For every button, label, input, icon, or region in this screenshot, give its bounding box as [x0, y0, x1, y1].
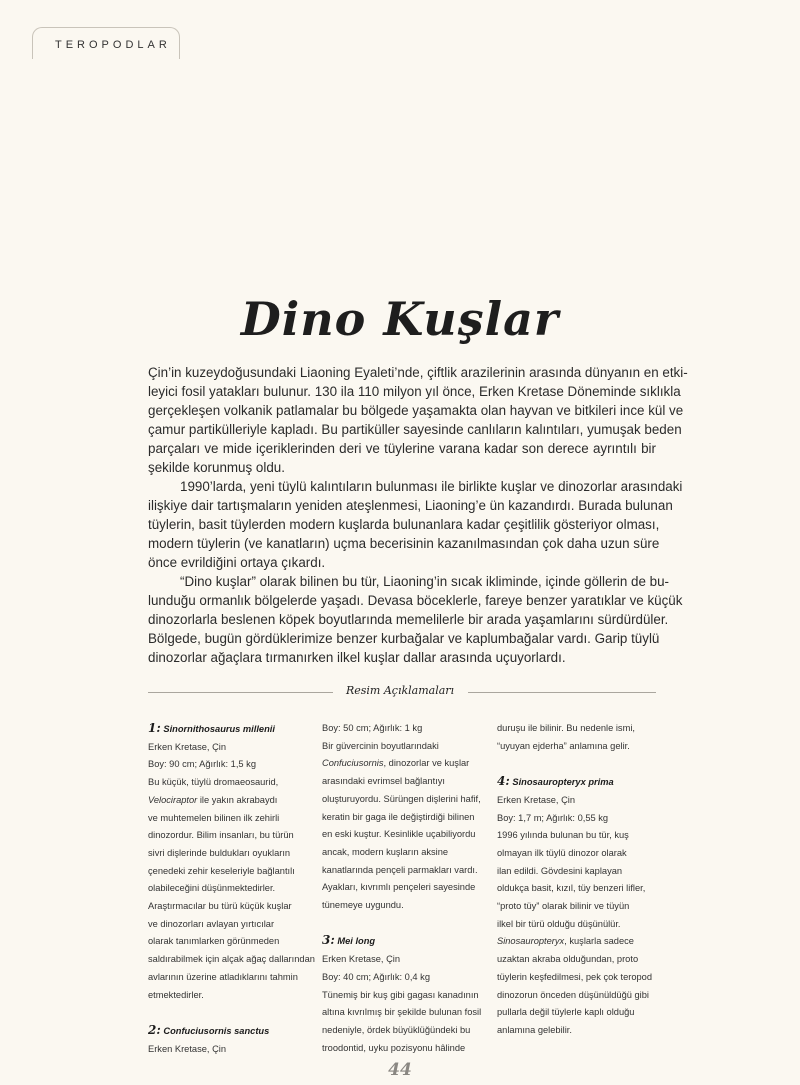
body-line: çamur partikülleriyle kapladı. Bu partiküller sayesinde canlıların kalıntıları, yumuşak beden [148, 422, 682, 437]
caption-line: tünemeye uygundu. [322, 900, 404, 911]
body-line: lunduğu ormanlık bölgelerde yaşadı. Devasa böceklerle, fareye benzer yaratıklar ve küçük [148, 593, 683, 608]
caption-line: Tünemiş bir kuş gibi gagası kanadının [322, 989, 479, 1000]
caption-line: ancak, modern kuşların aksine [322, 846, 449, 857]
caption-line: olabileceğini düşünmektedirler. [148, 883, 276, 894]
caption-line: arasındaki evrimsel bağlantıyı [322, 776, 445, 787]
caption-column-2 [322, 720, 494, 1057]
caption-line: “proto tüy” olarak bilinir ve tüyün [497, 901, 630, 912]
caption-line: 1996 yılında bulunan bu tür, kuş [497, 830, 629, 841]
body-line: şekilde korunmuş oldu. [148, 460, 285, 475]
body-line: önce evrildiğini ortaya çıkardı. [148, 555, 326, 570]
caption-line: ve muhtemelen bilinen ilk zehirli [148, 812, 280, 823]
caption-species-name: Sinosauropteryx prima [512, 777, 614, 788]
body-line: Çin’in kuzeydoğusundaki Liaoning Eyaleti’nde, çiftlik arazilerinin arasında dünyanın en etki- [148, 365, 688, 380]
body-line: dinozorlar ağaçlara tırmanırken ilkel kuşlar dallar arasında uçuyorlardı. [148, 650, 566, 665]
caption-line: altına kıvrılmış bir şekilde bulunan fosil [322, 1007, 482, 1018]
caption-number: 4: [497, 774, 510, 789]
caption-number: 3: [322, 933, 335, 948]
caption-heading [322, 932, 494, 951]
caption-line: pullarla değil tüylerle kaplı olduğu [497, 1007, 635, 1018]
caption-line: uzaktan akraba olduğundan, proto [497, 954, 639, 965]
caption-italic-term: Velociraptor [148, 794, 198, 805]
caption-column-3 [497, 720, 669, 1040]
caption-line: ilan edildi. Gövdesini kaplayan [497, 865, 623, 876]
caption-line: sivri dişlerinde buldukları oyukların [148, 847, 291, 858]
caption-spacer [497, 755, 669, 773]
caption-line: Boy: 50 cm; Ağırlık: 1 kg [322, 723, 423, 733]
caption-line: Erken Kretase, Çin [148, 741, 227, 752]
body-line: 1990’larda, yeni tüylü kalıntıların bulunması ile birlikte kuşlar ve dinozorlar arasındaki [180, 479, 683, 494]
caption-line-rest: ile yakın akrabaydı [197, 794, 278, 805]
body-line: parçaları ve mide içeriklerinden deri ve tüylerine varana kadar son derece ayrıntılı bir [148, 441, 656, 456]
caption-line: Bir güvercinin boyutlarındaki [322, 740, 439, 751]
caption-line: kanatlarında pençeli parmakları vardı. [322, 864, 478, 875]
article-title: Dino Kuşlar [240, 292, 560, 346]
caption-line: anlamına gelebilir. [497, 1024, 572, 1035]
caption-line [322, 755, 494, 773]
caption-line: en eski kuştur. Kesinlikle uçabiliyordu [322, 829, 476, 840]
caption-line: duruşu ile bilinir. Bu nedenle ismi, [497, 723, 635, 733]
caption-heading [497, 773, 669, 792]
caption-column-1 [148, 720, 320, 1058]
caption-species-name: Mei long [337, 936, 376, 947]
captions-heading [0, 684, 800, 697]
page-number: 44 [388, 1060, 412, 1080]
caption-line: etmektedirler. [148, 989, 204, 1000]
section-tab-label: TEROPODLAR [55, 39, 171, 51]
caption-line: saldırabilmek için alçak ağaç dallarından [148, 954, 315, 965]
caption-species-name: Confuciusornis sanctus [163, 1025, 270, 1036]
caption-number: 2: [148, 1022, 161, 1037]
body-line: ilişkiye dair tartışmaların yeniden ateşlenmesi, Liaoning’e ün kazandırdı. Burada bulunan [148, 498, 673, 513]
caption-line: keratin bir gaga ile değiştirdiği bilinen [322, 811, 475, 822]
paragraph [148, 572, 683, 667]
body-line: modern tüylerin (ve kanatların) uçma becerisinin kazanılmasından çok daha uzun süre [148, 536, 660, 551]
caption-line: Erken Kretase, Çin [497, 794, 576, 805]
caption-species-name: Sinornithosaurus millenii [163, 724, 275, 734]
divider-right [468, 692, 656, 693]
article-body [148, 363, 688, 667]
caption-line-rest: , dinozorlar ve kuşlar [383, 758, 470, 769]
caption-heading [148, 720, 320, 739]
caption-heading [148, 1022, 320, 1041]
caption-line [497, 933, 669, 951]
caption-italic-term: Confuciusornis [322, 758, 384, 769]
caption-line: Erken Kretase, Çin [148, 1043, 227, 1054]
caption-line: Erken Kretase, Çin [322, 954, 401, 965]
section-tab [32, 27, 180, 59]
caption-spacer [322, 915, 494, 933]
caption-line: Boy: 1,7 m; Ağırlık: 0,55 kg [497, 812, 609, 823]
body-line: Bölgede, bugün gördüklerimize benzer kurbağalar ve kaplumbağalar vardı. Garip tüylü [148, 631, 660, 646]
caption-line: çenedeki zehir keseleriyle bağlantılı [148, 865, 295, 876]
body-line: leyici fosil yatakları bulunur. 130 ila 110 milyon yıl önce, Erken Kretase Döneminde sıklıkla [148, 384, 681, 399]
caption-line: troodontid, uyku pozisyonu hâlinde [322, 1042, 466, 1053]
caption-line: tüylerin keşfedilmesi, pek çok teropod [497, 971, 653, 982]
caption-line: Ayakları, kıvrımlı pençeleri sayesinde [322, 882, 476, 893]
caption-line: Boy: 40 cm; Ağırlık: 0,4 kg [322, 971, 430, 982]
caption-line [148, 792, 320, 810]
captions-heading-text: Resim Açıklamaları [345, 684, 455, 697]
caption-line: Boy: 90 cm; Ağırlık: 1,5 kg [148, 759, 256, 770]
caption-line: Bu küçük, tüylü dromaeosaurid, [148, 777, 279, 788]
caption-line: Araştırmacılar bu türü küçük kuşlar [148, 901, 292, 912]
caption-line: dinozordur. Bilim insanları, bu türün [148, 830, 294, 841]
caption-number: 1: [148, 721, 161, 735]
caption-line: avlarının üzerine atladıklarını tahmin [148, 971, 298, 982]
paragraph [148, 363, 688, 477]
caption-line: ve dinozorları avlayan yırtıcılar [148, 918, 275, 929]
paragraph [148, 477, 683, 572]
caption-line: oldukça basit, kızıl, tüy benzeri lifler, [497, 883, 646, 894]
caption-line-rest: , kuşlarla sadece [564, 936, 634, 947]
caption-italic-term: Sinosauropteryx [497, 936, 565, 947]
caption-line: olarak tanımlarken görünmeden [148, 936, 280, 947]
caption-line: oluşturuyordu. Sürüngen dişlerini hafif, [322, 793, 481, 804]
caption-line: nedeniyle, ördek büyüklüğündeki bu [322, 1024, 471, 1035]
body-line: dinozorlarla beslenen köpek boyutlarında memelilerle bir arada yaşamlarını sürdürdüler. [148, 612, 669, 627]
caption-line: olmayan ilk tüylü dinozor olarak [497, 847, 627, 858]
caption-line: “uyuyan ejderha” anlamına gelir. [497, 740, 630, 751]
caption-line: ilkel bir türü olduğu düşünülür. [497, 918, 621, 929]
body-line: “Dino kuşlar” olarak bilinen bu tür, Liaoning’in sıcak ikliminde, içinde göllerin de bu- [180, 574, 670, 589]
body-line: gerçekleşen volkanik patlamalar bu bölgede yaşamakta olan hayvan ve bitkileri ince kül ve [148, 403, 684, 418]
caption-line: dinozorun önceden düşünüldüğü gibi [497, 989, 649, 1000]
body-line: tüylerin, basit tüylerden modern kuşlarda bulunanlara kadar çeşitlilik gösteriyor olması, [148, 517, 660, 532]
caption-spacer [148, 1004, 320, 1022]
